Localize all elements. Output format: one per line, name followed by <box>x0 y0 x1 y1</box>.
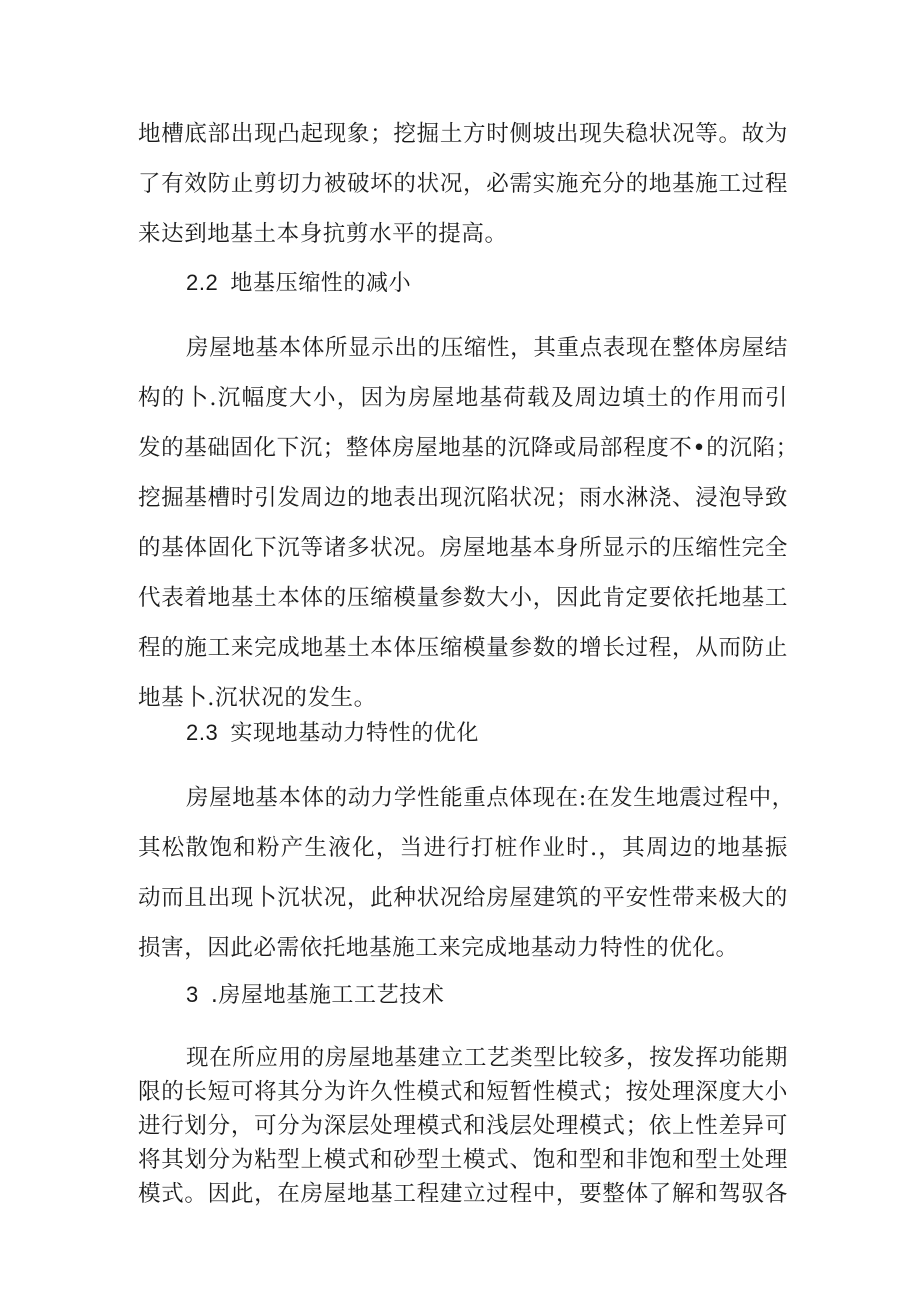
document-page: 地槽底部出现凸起现象；挖掘土方时侧坡出现失稳状况等。故为 了有效防止剪切力被破坏的状况，必需实施充分的地基施工过程 来达到地基土本身抗剪水平的提高。 2.2 地基压缩性的减小 房屋地基本体所显示出的压缩性，其重点表现在整体房屋结 构的卜.沉幅度大小，因为房屋地基荷载及周边填土的作用而引 发的基础固化下沉；整体房屋地基的沉降或局部程度不•的沉陷； 挖掘基槽时引发周边的地表出现沉陷状况；雨水淋浇、浸泡导致 的基体固化下沉等诸多状况。房屋地基本身所显示的压缩性完全 代表着地基土本体的压缩模量参数大小，因此肯定要依托地基工 程的施工来完成地基土本体压缩模量参数的增长过程，从而防止 地基卜.沉状况的发生。 2.3 实现地基动力特性的优化 房屋地基本体的动力学性能重点体现在:在发生地震过程中， 其松散饱和粉产生液化，当进行打桩作业时.，其周边的地基振 动而且出现卜沉状况，此种状况给房屋建筑的平安性带来极大的 损害，因此必需依托地基施工来完成地基动力特性的优化。 3 .房屋地基施工工艺技术 现在所应用的房屋地基建立工艺类型比较多，按发挥功能期 限的长短可将其分为许久性模式和短暂性模式；按处理深度大小 进行划分，可分为深层处理模式和浅层处理模式；依上性差异可 将其划分为粘型上模式和砂型土模式、饱和型和非饱和型土处理 模式。因此，在房屋地基工程建立过程中，要整体了解和驾驭各 <box>138 121 799 1207</box>
section-title: .房屋地基施工工艺技术 <box>210 983 445 1008</box>
section-number: 2.2 <box>186 270 219 295</box>
section-title: 地基压缩性的减小 <box>230 271 412 296</box>
section-title: 实现地基动力特性的优化 <box>230 721 479 746</box>
section-heading-2-3 <box>186 716 479 747</box>
section-heading-3 <box>186 978 444 1009</box>
section-number: 3 <box>186 982 199 1007</box>
section-number: 2.3 <box>186 720 219 745</box>
section-heading-2-2 <box>186 266 411 297</box>
